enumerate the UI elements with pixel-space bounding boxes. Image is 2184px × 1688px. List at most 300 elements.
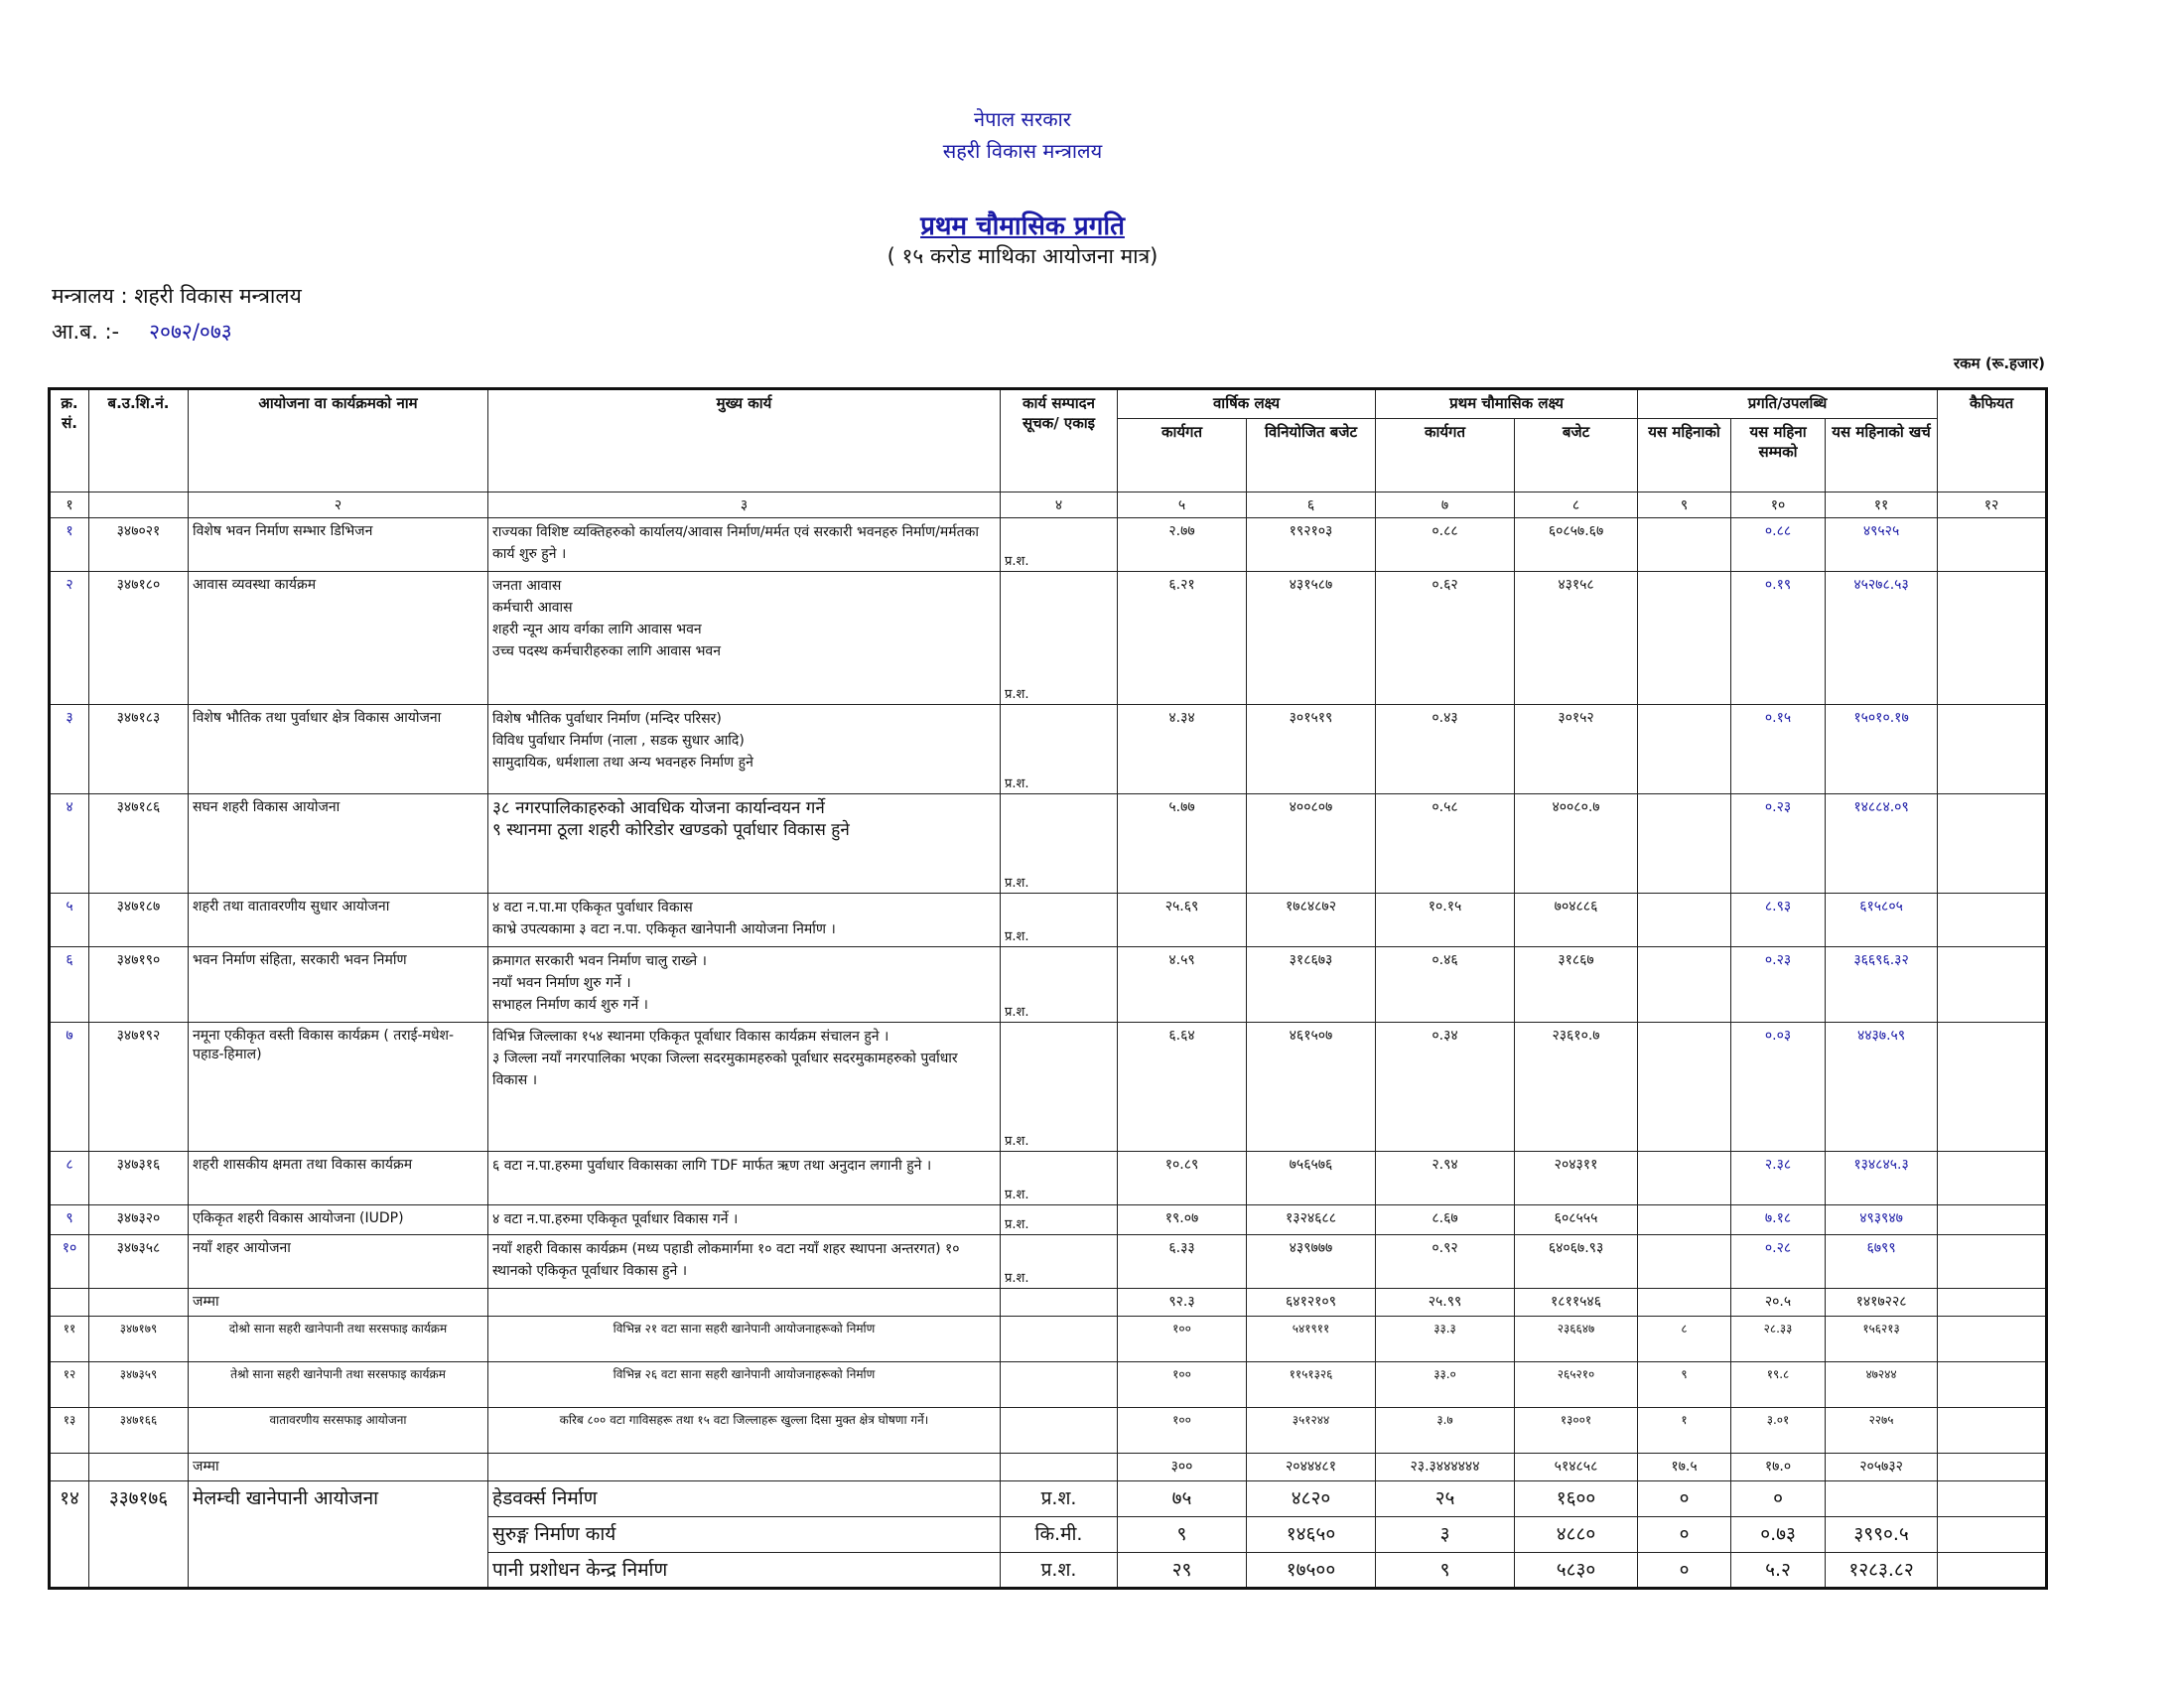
row-project-name: आवास व्यवस्था कार्यक्रम — [189, 572, 488, 705]
row-quarter-physical: ०.९२ — [1376, 1235, 1515, 1289]
row-till-month: ५.२ — [1731, 1553, 1826, 1589]
row-annual-physical: २९ — [1118, 1553, 1247, 1589]
row-indicator — [1001, 1235, 1118, 1289]
table-row — [50, 1235, 2047, 1289]
row-quarter-budget: ६०८५५५ — [1515, 1205, 1638, 1235]
total-unit — [1001, 1289, 1118, 1317]
row-indicator — [1001, 1152, 1118, 1205]
row-till-month: ०.२३ — [1731, 947, 1826, 1023]
total-code — [89, 1454, 189, 1481]
work-line: ४ वटा न.पा.हरुमा एकिकृत पूर्वाधार विकास गर्ने । — [492, 1211, 739, 1227]
col-budget-code: ब.उ.शि.नं. — [89, 389, 189, 492]
table-row — [50, 1317, 2047, 1362]
row-month-expense: १२८३.८२ — [1826, 1553, 1938, 1589]
work-line: उच्च पदस्थ कर्मचारीहरुका लागि आवास भवन — [492, 643, 721, 659]
row-indicator — [1001, 894, 1118, 947]
row-main-work — [488, 1235, 1001, 1289]
row-month-expense: ६१५८०५ — [1826, 894, 1938, 947]
total-allocated-budget: ६४१२१०९ — [1247, 1289, 1376, 1317]
row-project-name: भवन निर्माण संहिता, सरकारी भवन निर्माण — [189, 947, 488, 1023]
row-till-month: ०.८८ — [1731, 518, 1826, 572]
row-quarter-physical: २५ — [1376, 1481, 1515, 1517]
row-project-name: दोश्रो साना सहरी खानेपानी तथा सरसफाइ कार्यक्रम — [189, 1317, 488, 1362]
row-remarks — [1938, 947, 2047, 1023]
row-allocated-budget: १७५०० — [1247, 1553, 1376, 1589]
row-main-work — [488, 794, 1001, 894]
row-indicator — [1001, 1408, 1118, 1454]
work-line: विभिन्न जिल्लाका १५४ स्थानमा एकिकृत पूर्वाधार विकास कार्यक्रम संचालन हुने । — [492, 1029, 889, 1045]
row-quarter-budget: ३१८६७ — [1515, 947, 1638, 1023]
work-line: नयाँ भवन निर्माण शुरु गर्ने । — [492, 975, 631, 991]
row-quarter-budget: ६४०६७.९३ — [1515, 1235, 1638, 1289]
row-quarter-budget: ६०८५७.६७ — [1515, 518, 1638, 572]
col-main-work: मुख्य कार्य — [488, 389, 1001, 492]
column-number-8: ८ — [1515, 492, 1638, 518]
row-main-work — [488, 947, 1001, 1023]
column-number-3: ३ — [488, 492, 1001, 518]
row-allocated-budget: १४६५० — [1247, 1517, 1376, 1553]
column-number-7: ७ — [1376, 492, 1515, 518]
col-first-quarter-target: प्रथम चौमासिक लक्ष्य — [1376, 389, 1638, 419]
row-remarks — [1938, 1023, 2047, 1152]
row-sn: ९ — [50, 1205, 89, 1235]
table-row — [50, 1205, 2047, 1235]
unit-label: प्र.श. — [1005, 1134, 1029, 1149]
col-indicator: कार्य सम्पादन सूचक/ एकाइ — [1001, 389, 1118, 492]
row-project-name: विशेष भौतिक तथा पुर्वाधार क्षेत्र विकास आयोजना — [189, 705, 488, 794]
table-body — [50, 518, 2047, 1589]
row-this-month — [1638, 518, 1731, 572]
total-annual-physical: ३०० — [1118, 1454, 1247, 1481]
row-till-month: ०.२३ — [1731, 794, 1826, 894]
total-work — [488, 1289, 1001, 1317]
row-annual-physical: १०० — [1118, 1362, 1247, 1408]
row-till-month: ०.२८ — [1731, 1235, 1826, 1289]
total-label: जम्मा — [189, 1289, 488, 1317]
row-main-work — [488, 1205, 1001, 1235]
col-project-name: आयोजना वा कार्यक्रमको नाम — [189, 389, 488, 492]
row-quarter-physical: ८.६७ — [1376, 1205, 1515, 1235]
row-main-work — [488, 1152, 1001, 1205]
row-allocated-budget: १७८४८७२ — [1247, 894, 1376, 947]
row-sn: ७ — [50, 1023, 89, 1152]
row-budget-code: ३४७१७९ — [89, 1317, 189, 1362]
row-sn: ३ — [50, 705, 89, 794]
row-allocated-budget: ४३९७७७ — [1247, 1235, 1376, 1289]
total-remarks — [1938, 1454, 2047, 1481]
row-quarter-budget: ७०४८८६ — [1515, 894, 1638, 947]
total-month-expense: २०५७३२ — [1826, 1454, 1938, 1481]
row-quarter-physical: ०.४३ — [1376, 705, 1515, 794]
row-quarter-budget: ४००८०.७ — [1515, 794, 1638, 894]
row-sn: १० — [50, 1235, 89, 1289]
row-budget-code: ३४७३५८ — [89, 1235, 189, 1289]
row-till-month: ० — [1731, 1481, 1826, 1517]
row-annual-physical: १०० — [1118, 1317, 1247, 1362]
row-indicator — [1001, 794, 1118, 894]
unit-label: प्र.श. — [1005, 1188, 1029, 1202]
progress-table — [48, 387, 2048, 1590]
unit-label: प्र.श. — [1005, 1005, 1029, 1020]
row-budget-code: ३४७३२० — [89, 1205, 189, 1235]
total-unit — [1001, 1454, 1118, 1481]
row-month-expense: १५०१०.१७ — [1826, 705, 1938, 794]
total-quarter-physical: २३.३४४४४४४ — [1376, 1454, 1515, 1481]
row-annual-physical: ४.५९ — [1118, 947, 1247, 1023]
fy-label: आ.ब. :- — [52, 320, 120, 344]
row-this-month — [1638, 1235, 1731, 1289]
row-allocated-budget: ७५६५७६ — [1247, 1152, 1376, 1205]
row-allocated-budget: ४८२० — [1247, 1481, 1376, 1517]
ministry-line: मन्त्रालय : शहरी विकास मन्त्रालय — [52, 284, 302, 308]
row-quarter-budget: २६५२१० — [1515, 1362, 1638, 1408]
row-remarks — [1938, 705, 2047, 794]
row-annual-physical: ७५ — [1118, 1481, 1247, 1517]
column-number-5: ५ — [1118, 492, 1247, 518]
row-indicator — [1001, 572, 1118, 705]
row-month-expense: ४४३७.५९ — [1826, 1023, 1938, 1152]
row-quarter-physical: ३ — [1376, 1517, 1515, 1553]
row-this-month: ० — [1638, 1517, 1731, 1553]
row-project-name: तेश्रो साना सहरी खानेपानी तथा सरसफाइ कार्यक्रम — [189, 1362, 488, 1408]
total-code — [89, 1289, 189, 1317]
row-this-month: ० — [1638, 1553, 1731, 1589]
row-remarks — [1938, 572, 2047, 705]
row-this-month — [1638, 1152, 1731, 1205]
row-month-expense: ६७९९ — [1826, 1235, 1938, 1289]
row-remarks — [1938, 1408, 2047, 1454]
row-budget-code: ३४७१८६ — [89, 794, 189, 894]
work-line: राज्यका विशिष्ट व्यक्तिहरुको कार्यालय/आवास निर्माण/मर्मत एवं सरकारी भवनहरु निर्माण/मर्मतका कार्य शुरु हुने । — [492, 524, 979, 562]
row-quarter-budget: २३६६४७ — [1515, 1317, 1638, 1362]
row-this-month — [1638, 947, 1731, 1023]
row-budget-code: ३४७३५९ — [89, 1362, 189, 1408]
row-till-month: ३.०१ — [1731, 1408, 1826, 1454]
work-line: कर्मचारी आवास — [492, 600, 573, 616]
column-number-12: १२ — [1938, 492, 2047, 518]
row-budget-code: ३४७१९२ — [89, 1023, 189, 1152]
row-project-name: विशेष भवन निर्माण सम्भार डिभिजन — [189, 518, 488, 572]
row-quarter-budget: ४३१५८ — [1515, 572, 1638, 705]
row-quarter-physical: ०.६२ — [1376, 572, 1515, 705]
column-number-2: २ — [189, 492, 488, 518]
row-sn: ८ — [50, 1152, 89, 1205]
row-project-name: मेलम्ची खानेपानी आयोजना — [189, 1481, 488, 1589]
row-this-month — [1638, 705, 1731, 794]
row-main-work: पानी प्रशोधन केन्द्र निर्माण — [488, 1553, 1001, 1589]
row-remarks — [1938, 1517, 2047, 1553]
row-remarks — [1938, 1553, 2047, 1589]
row-main-work — [488, 1023, 1001, 1152]
table-row — [50, 1152, 2047, 1205]
amount-unit: रकम (रू.हजार) — [1953, 354, 2045, 372]
work-line: ४ वटा न.पा.मा एकिकृत पुर्वाधार विकास — [492, 900, 693, 915]
row-indicator — [1001, 947, 1118, 1023]
work-line: विविध पुर्वाधार निर्माण (नाला , सडक सुधार आदि) — [492, 733, 745, 749]
row-budget-code: ३४७१९० — [89, 947, 189, 1023]
row-main-work: हेडवर्क्स निर्माण — [488, 1481, 1001, 1517]
unit-label: प्र.श. — [1005, 776, 1029, 791]
total-annual-physical: ९२.३ — [1118, 1289, 1247, 1317]
work-line: विशेष भौतिक पुर्वाधार निर्माण (मन्दिर परिसर) — [492, 711, 722, 727]
total-till-month: २०.५ — [1731, 1289, 1826, 1317]
row-quarter-physical: ०.४६ — [1376, 947, 1515, 1023]
row-indicator — [1001, 1023, 1118, 1152]
row-allocated-budget: ३०१५१९ — [1247, 705, 1376, 794]
row-sn: १४ — [50, 1481, 89, 1589]
row-quarter-budget: २३६१०.७ — [1515, 1023, 1638, 1152]
row-quarter-budget: २०४३११ — [1515, 1152, 1638, 1205]
row-till-month: ०.१५ — [1731, 705, 1826, 794]
row-budget-code: ३४७१८० — [89, 572, 189, 705]
row-allocated-budget: ४६१५०७ — [1247, 1023, 1376, 1152]
row-main-work — [488, 894, 1001, 947]
row-till-month: ७.१८ — [1731, 1205, 1826, 1235]
govt-title: नेपाल सरकार — [974, 107, 1071, 131]
row-this-month: ८ — [1638, 1317, 1731, 1362]
row-indicator — [1001, 518, 1118, 572]
row-remarks — [1938, 1362, 2047, 1408]
row-project-name: शहरी तथा वातावरणीय सुधार आयोजना — [189, 894, 488, 947]
row-allocated-budget: ३५१२४४ — [1247, 1408, 1376, 1454]
row-till-month: ८.९३ — [1731, 894, 1826, 947]
row-sn: २ — [50, 572, 89, 705]
row-allocated-budget: ११५१३२६ — [1247, 1362, 1376, 1408]
total-quarter-physical: २५.९९ — [1376, 1289, 1515, 1317]
row-annual-physical: ६.६४ — [1118, 1023, 1247, 1152]
col-till-month: यस महिना सम्मको — [1731, 419, 1826, 492]
row-remarks — [1938, 794, 2047, 894]
row-remarks — [1938, 1235, 2047, 1289]
row-this-month — [1638, 1205, 1731, 1235]
row-annual-physical: २५.६९ — [1118, 894, 1247, 947]
unit-label: प्र.श. — [1005, 554, 1029, 569]
fiscal-year-line — [52, 318, 232, 346]
work-line: ३८ नगरपालिकाहरुको आवधिक योजना कार्यान्वयन गर्ने — [492, 798, 825, 818]
row-indicator: प्र.श. — [1001, 1481, 1118, 1517]
fy-value: २०७२/०७३ — [149, 320, 232, 344]
col-remarks: कैफियत — [1938, 389, 2047, 492]
row-this-month — [1638, 572, 1731, 705]
row-annual-physical: ५.७७ — [1118, 794, 1247, 894]
row-sn: ४ — [50, 794, 89, 894]
row-remarks — [1938, 894, 2047, 947]
row-main-work: विभिन्न २६ वटा साना सहरी खानेपानी आयोजनाहरूको निर्माण — [488, 1362, 1001, 1408]
table-row — [50, 1408, 2047, 1454]
column-number-row — [50, 492, 2047, 518]
row-annual-physical: ४.३४ — [1118, 705, 1247, 794]
column-number-1 — [89, 492, 189, 518]
row-quarter-physical: १०.१५ — [1376, 894, 1515, 947]
row-quarter-budget: ४८८० — [1515, 1517, 1638, 1553]
work-line: जनता आवास — [492, 578, 562, 594]
total-till-month: १७.० — [1731, 1454, 1826, 1481]
row-project-name: वातावरणीय सरसफाइ आयोजना — [189, 1408, 488, 1454]
row-main-work — [488, 705, 1001, 794]
row-annual-physical: १९.०७ — [1118, 1205, 1247, 1235]
column-number-6: ६ — [1247, 492, 1376, 518]
row-till-month: १९.८ — [1731, 1362, 1826, 1408]
total-row-1 — [50, 1289, 2047, 1317]
total-this-month — [1638, 1289, 1731, 1317]
table-row — [50, 947, 2047, 1023]
work-line: ९ स्थानमा ठूला शहरी कोरिडोर खण्डको पूर्वाधार विकास हुने — [492, 820, 850, 840]
unit-label: प्र.श. — [1005, 687, 1029, 702]
row-remarks — [1938, 1205, 2047, 1235]
row-month-expense: २२७५ — [1826, 1408, 1938, 1454]
row-month-expense: ३६६९६.३२ — [1826, 947, 1938, 1023]
row-this-month: १ — [1638, 1408, 1731, 1454]
row-main-work: करिब ८०० वटा गाविसहरू तथा १५ वटा जिल्लाहरू खुल्ला दिसा मुक्त क्षेत्र घोषणा गर्ने। — [488, 1408, 1001, 1454]
table-row — [50, 572, 2047, 705]
total-this-month: १७.५ — [1638, 1454, 1731, 1481]
total-label: जम्मा — [189, 1454, 488, 1481]
row-month-expense: १५६२१३ — [1826, 1317, 1938, 1362]
row-quarter-physical: ३३.३ — [1376, 1317, 1515, 1362]
row-remarks — [1938, 518, 2047, 572]
row-sn: ६ — [50, 947, 89, 1023]
column-number-10: १० — [1731, 492, 1826, 518]
unit-label: प्र.श. — [1005, 1217, 1029, 1232]
table-row — [50, 705, 2047, 794]
table-row — [50, 1362, 2047, 1408]
row-allocated-budget: ३१८६७३ — [1247, 947, 1376, 1023]
row-this-month — [1638, 1023, 1731, 1152]
row-month-expense: ३९९०.५ — [1826, 1517, 1938, 1553]
row-this-month — [1638, 794, 1731, 894]
row-budget-code: ३४७३१६ — [89, 1152, 189, 1205]
column-number-11: ११ — [1826, 492, 1938, 518]
row-this-month — [1638, 894, 1731, 947]
row-sn: ५ — [50, 894, 89, 947]
total-row-2 — [50, 1454, 2047, 1481]
col-allocated-budget: विनियोजित बजेट — [1247, 419, 1376, 492]
unit-label: प्र.श. — [1005, 929, 1029, 944]
row-allocated-budget: १३२४६८८ — [1247, 1205, 1376, 1235]
row-quarter-physical: २.९४ — [1376, 1152, 1515, 1205]
row-sn: १ — [50, 518, 89, 572]
column-number-4: ४ — [1001, 492, 1118, 518]
row-remarks — [1938, 1317, 2047, 1362]
row-annual-physical: १०.८९ — [1118, 1152, 1247, 1205]
row-annual-physical: ६.२१ — [1118, 572, 1247, 705]
row-allocated-budget: ४३१५८७ — [1247, 572, 1376, 705]
row-till-month: ०.१९ — [1731, 572, 1826, 705]
col-this-month: यस महिनाको — [1638, 419, 1731, 492]
row-annual-physical: २.७७ — [1118, 518, 1247, 572]
ministry-title: सहरी विकास मन्त्रालय — [942, 139, 1103, 163]
report-title: प्रथम चौमासिक प्रगति — [920, 211, 1125, 241]
table-row — [50, 518, 2047, 572]
row-quarter-physical: ९ — [1376, 1553, 1515, 1589]
total-sn — [50, 1454, 89, 1481]
col-month-expense: यस महिनाको खर्च — [1826, 419, 1938, 492]
total-remarks — [1938, 1289, 2047, 1317]
column-number-0: १ — [50, 492, 89, 518]
col-quarter-physical: कार्यगत — [1376, 419, 1515, 492]
row-indicator — [1001, 705, 1118, 794]
row-quarter-physical: ०.५८ — [1376, 794, 1515, 894]
row-month-expense — [1826, 1481, 1938, 1517]
row-month-expense: ४५२७८.५३ — [1826, 572, 1938, 705]
row-indicator — [1001, 1362, 1118, 1408]
row-quarter-budget: १६०० — [1515, 1481, 1638, 1517]
row-quarter-budget: ३०१५२ — [1515, 705, 1638, 794]
row-budget-code: ३४७१८३ — [89, 705, 189, 794]
row-budget-code: ३४७१८७ — [89, 894, 189, 947]
row-indicator — [1001, 1317, 1118, 1362]
row-project-name: सघन शहरी विकास आयोजना — [189, 794, 488, 894]
table-row — [50, 1023, 2047, 1152]
row-indicator: कि.मी. — [1001, 1517, 1118, 1553]
row-sn: ११ — [50, 1317, 89, 1362]
work-line: शहरी न्यून आय वर्गका लागि आवास भवन — [492, 622, 702, 637]
unit-label: प्र.श. — [1005, 1271, 1029, 1286]
row-till-month: ०.७३ — [1731, 1517, 1826, 1553]
row-project-name: शहरी शासकीय क्षमता तथा विकास कार्यक्रम — [189, 1152, 488, 1205]
total-month-expense: १४१७२२८ — [1826, 1289, 1938, 1317]
work-line: ६ वटा न.पा.हरुमा पुर्वाधार विकासका लागि TDF मार्फत ऋण तथा अनुदान लगानी हुने । — [492, 1158, 932, 1174]
total-quarter-budget: ५१४८५८ — [1515, 1454, 1638, 1481]
row-annual-physical: १०० — [1118, 1408, 1247, 1454]
row-annual-physical: ९ — [1118, 1517, 1247, 1553]
work-line: सभाहल निर्माण कार्य शुरु गर्ने । — [492, 997, 648, 1013]
total-quarter-budget: १८११५४६ — [1515, 1289, 1638, 1317]
table-row — [50, 1481, 2047, 1517]
col-annual-target: वार्षिक लक्ष्य — [1118, 389, 1376, 419]
col-sn: क्र. सं. — [50, 389, 89, 492]
row-indicator — [1001, 1205, 1118, 1235]
row-month-expense: ४७२४४ — [1826, 1362, 1938, 1408]
row-budget-code: ३३७१७६ — [89, 1481, 189, 1589]
row-project-name: एकिकृत शहरी विकास आयोजना (IUDP) — [189, 1205, 488, 1235]
row-this-month: ९ — [1638, 1362, 1731, 1408]
row-budget-code: ३४७१६६ — [89, 1408, 189, 1454]
row-allocated-budget: ५४१९११ — [1247, 1317, 1376, 1362]
row-allocated-budget: ४००८०७ — [1247, 794, 1376, 894]
row-quarter-budget: १३००१ — [1515, 1408, 1638, 1454]
row-allocated-budget: १९२१०३ — [1247, 518, 1376, 572]
work-line: काभ्रे उपत्यकामा ३ वटा न.पा. एकिकृत खानेपानी आयोजना निर्माण । — [492, 921, 836, 937]
row-quarter-physical: ३.७ — [1376, 1408, 1515, 1454]
row-quarter-physical: ०.८८ — [1376, 518, 1515, 572]
col-progress: प्रगति/उपलब्धि — [1638, 389, 1938, 419]
row-quarter-physical: ३३.० — [1376, 1362, 1515, 1408]
total-sn — [50, 1289, 89, 1317]
row-this-month: ० — [1638, 1481, 1731, 1517]
row-main-work — [488, 518, 1001, 572]
row-project-name: नयाँ शहर आयोजना — [189, 1235, 488, 1289]
col-quarter-budget: बजेट — [1515, 419, 1638, 492]
table-row — [50, 794, 2047, 894]
row-remarks — [1938, 1481, 2047, 1517]
column-number-9: ९ — [1638, 492, 1731, 518]
row-till-month: २८.३३ — [1731, 1317, 1826, 1362]
row-month-expense: १४८८४.०९ — [1826, 794, 1938, 894]
work-line: क्रमागत सरकारी भवन निर्माण चालु राख्ने । — [492, 953, 707, 969]
row-month-expense: १३४८४५.३ — [1826, 1152, 1938, 1205]
work-line: ३ जिल्ला नयाँ नगरपालिका भएका जिल्ला सदरमुकामहरुको पूर्वाधार सदरमुकामहरुको पुर्वाधार विकास । — [492, 1051, 958, 1088]
total-work — [488, 1454, 1001, 1481]
row-indicator: प्र.श. — [1001, 1553, 1118, 1589]
row-project-name: नमूना एकीकृत वस्ती विकास कार्यक्रम ( तराई-मधेश-पहाड-हिमाल) — [189, 1023, 488, 1152]
total-allocated-budget: २०४४४८१ — [1247, 1454, 1376, 1481]
row-main-work: सुरुङ्ग निर्माण कार्य — [488, 1517, 1001, 1553]
row-quarter-budget: ५८३० — [1515, 1553, 1638, 1589]
col-annual-physical: कार्यगत — [1118, 419, 1247, 492]
row-month-expense: ४९५२५ — [1826, 518, 1938, 572]
row-till-month: २.३८ — [1731, 1152, 1826, 1205]
